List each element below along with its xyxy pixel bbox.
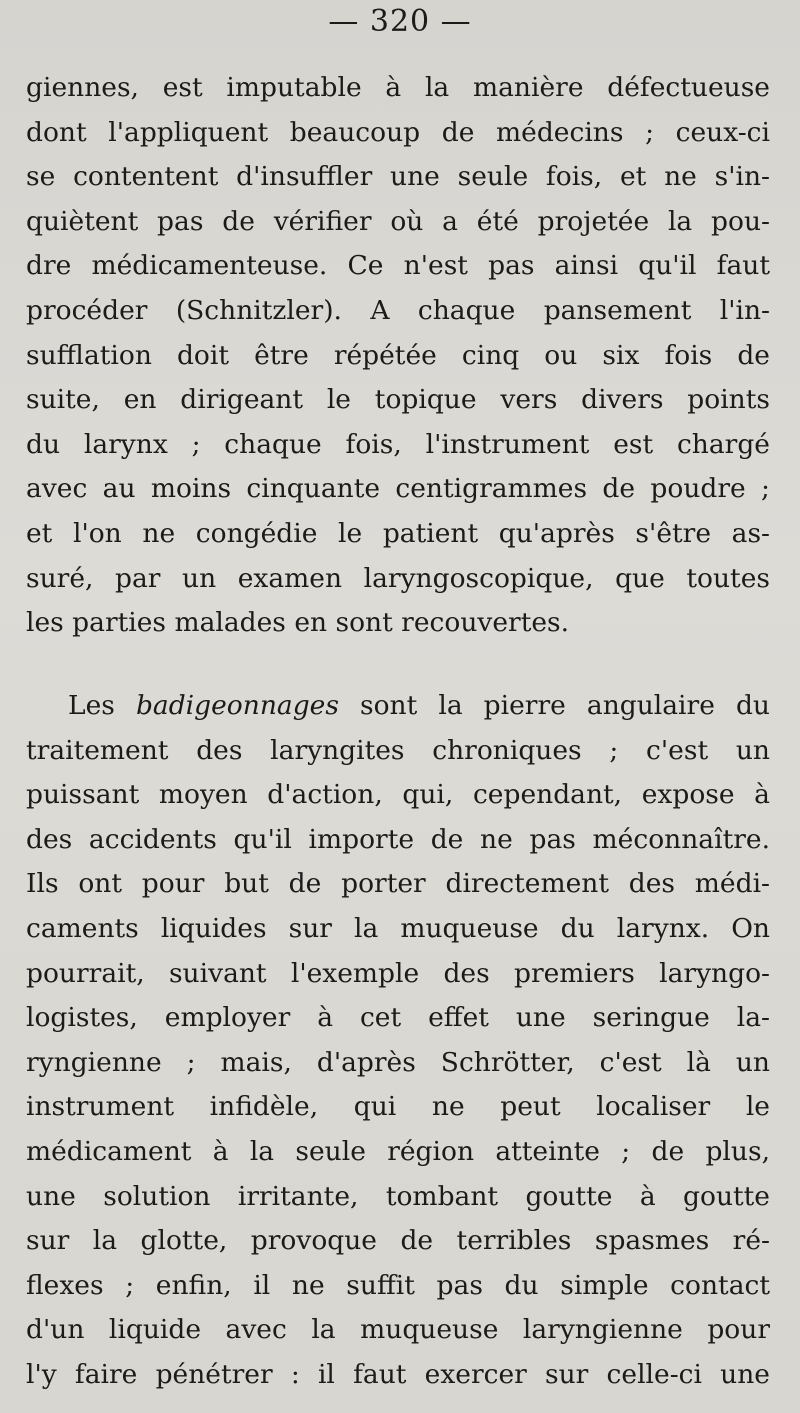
text-segment: sont la pierre angulaire du bbox=[338, 690, 770, 721]
text-line: procéder (Schnitzler). A chaque pansement l'in- bbox=[26, 294, 770, 326]
text-line: une solution irritante, tombant goutte à goutte bbox=[26, 1180, 770, 1212]
text-line: du larynx ; chaque fois, l'instrument est chargé bbox=[26, 428, 770, 460]
text-line: flexes ; enfin, il ne suffit pas du simple contact bbox=[26, 1269, 770, 1301]
text-line: pourrait, suivant l'exemple des premiers laryngo- bbox=[26, 957, 770, 989]
text-line: des accidents qu'il importe de ne pas méconnaître. bbox=[26, 823, 770, 855]
page-number: — 320 — bbox=[328, 4, 472, 39]
text-line: sur la glotte, provoque de terribles spasmes ré- bbox=[26, 1225, 770, 1257]
text-line: dont l'appliquent beaucoup de médecins ; ceux-ci bbox=[26, 116, 770, 148]
text-line: Ils ont pour but de porter directement des médi- bbox=[26, 868, 770, 900]
text-segment: Les bbox=[68, 690, 136, 721]
paragraph-2 bbox=[26, 684, 770, 1398]
text-line: l'y faire pénétrer : il faut exercer sur celle-ci une bbox=[26, 1358, 770, 1390]
text-line-first bbox=[26, 684, 770, 729]
text-line: les parties malades en sont recouvertes. bbox=[26, 607, 570, 639]
emphasized-term: badigeonnages bbox=[135, 690, 339, 721]
text-line: avec au moins cinquante centigrammes de poudre ; bbox=[26, 473, 770, 505]
text-line: quiètent pas de vérifier où a été projetée la pou- bbox=[26, 205, 770, 237]
paragraph-1 bbox=[26, 66, 770, 646]
text-line: se contentent d'insuffler une seule fois, et ne s'in- bbox=[26, 161, 770, 193]
text-line: suré, par un examen laryngoscopique, que toutes bbox=[26, 562, 770, 594]
text-line: d'un liquide avec la muqueuse laryngienne pour bbox=[26, 1314, 770, 1346]
text-line: sufflation doit être répétée cinq ou six fois de bbox=[26, 339, 770, 371]
text-line: suite, en dirigeant le topique vers divers points bbox=[26, 384, 770, 416]
text-line: et l'on ne congédie le patient qu'après s'être as- bbox=[26, 517, 770, 549]
text-line: dre médicamenteuse. Ce n'est pas ainsi qu'il faut bbox=[26, 250, 770, 282]
text-line: instrument infidèle, qui ne peut localiser le bbox=[26, 1091, 770, 1123]
text-line: puissant moyen d'action, qui, cependant, expose à bbox=[26, 779, 770, 811]
text-line: traitement des laryngites chroniques ; c'est un bbox=[26, 734, 770, 766]
text-line: caments liquides sur la muqueuse du larynx. On bbox=[26, 912, 770, 944]
text-line: giennes, est imputable à la manière défectueuse bbox=[26, 72, 770, 103]
text-line: ryngienne ; mais, d'après Schrötter, c'est là un bbox=[26, 1046, 770, 1078]
text-line: médicament à la seule région atteinte ; de plus, bbox=[26, 1135, 770, 1167]
text-line: logistes, employer à cet effet une seringue la- bbox=[26, 1002, 770, 1034]
